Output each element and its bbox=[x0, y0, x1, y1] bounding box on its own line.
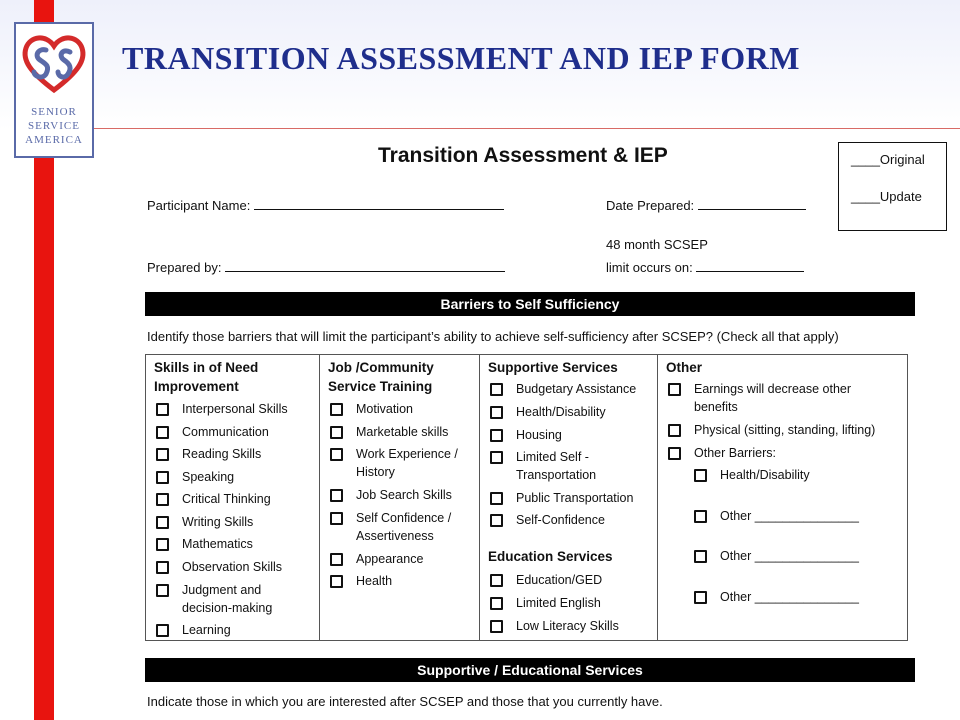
education-services-heading: Education Services bbox=[488, 549, 613, 564]
checkbox-public-transportation[interactable] bbox=[490, 489, 633, 507]
checkbox-marketable-skills[interactable] bbox=[330, 423, 448, 441]
checkbox-label: Critical Thinking bbox=[182, 492, 271, 506]
checkbox-icon[interactable] bbox=[156, 538, 169, 551]
status-original: ____Original bbox=[851, 152, 925, 167]
checkbox-label: Low Literacy Skills bbox=[516, 619, 619, 633]
checkbox-icon[interactable] bbox=[156, 493, 169, 506]
checkbox-icon[interactable] bbox=[490, 406, 503, 419]
checkbox-label: Other _______________ bbox=[720, 590, 860, 604]
checkbox-label: Public Transportation bbox=[516, 491, 634, 505]
checkbox-icon[interactable] bbox=[156, 561, 169, 574]
column-job-community-service bbox=[320, 355, 480, 640]
date-prepared-field[interactable] bbox=[606, 197, 806, 213]
checkbox-mathematics[interactable] bbox=[156, 535, 253, 553]
checkbox-icon[interactable] bbox=[694, 469, 707, 482]
checkbox-icon[interactable] bbox=[330, 448, 343, 461]
checkbox-icon[interactable] bbox=[490, 383, 503, 396]
barriers-instruction: Identify those barriers that will limit the participant’s ability to achieve self-sufficiency after SCSEP? (Check all that apply) bbox=[147, 329, 839, 344]
col1-heading-line-2: Improvement bbox=[154, 379, 239, 394]
checkbox-label: Marketable skills bbox=[356, 425, 449, 439]
checkbox-icon[interactable] bbox=[490, 597, 503, 610]
column-skills-in-need bbox=[146, 355, 320, 640]
participant-name-field[interactable] bbox=[147, 197, 504, 213]
checkbox-earnings-decrease[interactable] bbox=[668, 380, 851, 416]
checkbox-other-1[interactable] bbox=[694, 507, 859, 525]
checkbox-reading-skills[interactable] bbox=[156, 445, 261, 463]
limit-date-blank[interactable] bbox=[696, 259, 804, 272]
checkbox-interpersonal-skills[interactable] bbox=[156, 400, 288, 418]
logo-heart-icon bbox=[16, 24, 92, 100]
checkbox-label: Self Confidence / bbox=[356, 511, 452, 525]
date-prepared-blank[interactable] bbox=[698, 197, 806, 210]
checkbox-label: Other _______________ bbox=[720, 509, 860, 523]
limit-date-field[interactable] bbox=[606, 259, 804, 275]
checkbox-budgetary-assistance[interactable] bbox=[490, 380, 636, 398]
checkbox-label: Communication bbox=[182, 425, 269, 439]
checkbox-other-health-disability[interactable] bbox=[694, 466, 810, 484]
checkbox-label: Judgment and bbox=[182, 583, 262, 597]
checkbox-label: Writing Skills bbox=[182, 515, 254, 529]
col4-heading: Other bbox=[666, 360, 703, 375]
checkbox-icon[interactable] bbox=[668, 424, 681, 437]
checkbox-work-experience[interactable] bbox=[330, 445, 458, 481]
checkbox-icon[interactable] bbox=[156, 516, 169, 529]
checkbox-learning[interactable] bbox=[156, 621, 231, 639]
checkbox-label: Housing bbox=[516, 428, 562, 442]
prepared-by-label: Prepared by: bbox=[147, 260, 222, 275]
checkbox-label: Interpersonal Skills bbox=[182, 402, 288, 416]
barriers-section-header: Barriers to Self Sufficiency bbox=[145, 292, 915, 316]
checkbox-label: Budgetary Assistance bbox=[516, 382, 637, 396]
checkbox-label: Job Search Skills bbox=[356, 488, 452, 502]
checkbox-icon[interactable] bbox=[694, 550, 707, 563]
checkbox-label: Work Experience / bbox=[356, 447, 458, 461]
status-update: ____Update bbox=[851, 189, 922, 204]
checkbox-housing[interactable] bbox=[490, 426, 562, 444]
checkbox-icon[interactable] bbox=[490, 514, 503, 527]
checkbox-writing-skills[interactable] bbox=[156, 513, 253, 531]
checkbox-label: Mathematics bbox=[182, 537, 253, 551]
checkbox-label-continued: Assertiveness bbox=[356, 529, 434, 543]
checkbox-icon[interactable] bbox=[668, 383, 681, 396]
date-prepared-label: Date Prepared: bbox=[606, 198, 695, 213]
checkbox-icon[interactable] bbox=[156, 426, 169, 439]
checkbox-label-continued: benefits bbox=[694, 400, 738, 414]
checkbox-icon[interactable] bbox=[490, 574, 503, 587]
column-supportive-services bbox=[480, 355, 658, 640]
header-divider bbox=[54, 128, 960, 129]
checkbox-icon[interactable] bbox=[156, 403, 169, 416]
checkbox-appearance[interactable] bbox=[330, 550, 423, 568]
checkbox-label: Health bbox=[356, 574, 393, 588]
checkbox-health[interactable] bbox=[330, 572, 392, 590]
checkbox-icon[interactable] bbox=[330, 426, 343, 439]
checkbox-label: Limited Self - bbox=[516, 450, 589, 464]
logo-word-service: SERVICE bbox=[28, 120, 80, 132]
checkbox-label-continued: decision-making bbox=[182, 601, 273, 615]
checkbox-judgment[interactable] bbox=[156, 581, 272, 617]
prepared-by-field[interactable] bbox=[147, 259, 505, 275]
checkbox-motivation[interactable] bbox=[330, 400, 413, 418]
logo-word-senior: SENIOR bbox=[31, 106, 77, 118]
checkbox-icon[interactable] bbox=[330, 489, 343, 502]
checkbox-label: Other _______________ bbox=[720, 549, 860, 563]
checkbox-icon[interactable] bbox=[490, 620, 503, 633]
checkbox-label: Self-Confidence bbox=[516, 513, 605, 527]
checkbox-job-search-skills[interactable] bbox=[330, 486, 452, 504]
checkbox-label-continued: History bbox=[356, 465, 395, 479]
checkbox-other-3[interactable] bbox=[694, 588, 859, 606]
limit-label-line-1: 48 month SCSEP bbox=[606, 237, 708, 252]
checkbox-label: Learning bbox=[182, 623, 231, 637]
checkbox-icon[interactable] bbox=[156, 624, 169, 637]
checkbox-label: Health/Disability bbox=[516, 405, 606, 419]
checkbox-health-disability[interactable] bbox=[490, 403, 606, 421]
checkbox-label: Earnings will decrease other bbox=[694, 382, 852, 396]
checkbox-label: Education/GED bbox=[516, 573, 603, 587]
checkbox-icon[interactable] bbox=[330, 512, 343, 525]
form-title: Transition Assessment & IEP bbox=[378, 144, 668, 167]
checkbox-communication[interactable] bbox=[156, 423, 269, 441]
checkbox-label: Other Barriers: bbox=[694, 446, 776, 460]
barriers-checklist-table bbox=[145, 354, 908, 641]
checkbox-education-ged[interactable] bbox=[490, 571, 602, 589]
checkbox-label-continued: Transportation bbox=[516, 468, 597, 482]
checkbox-label: Observation Skills bbox=[182, 560, 283, 574]
checkbox-icon[interactable] bbox=[330, 553, 343, 566]
slide-title: TRANSITION ASSESSMENT AND IEP FORM bbox=[122, 40, 800, 76]
checkbox-label: Speaking bbox=[182, 470, 235, 484]
col2-heading-line-1: Job /Community bbox=[328, 360, 434, 375]
services-instruction: Indicate those in which you are interested after SCSEP and those that you currently have. bbox=[147, 694, 663, 709]
senior-service-america-logo bbox=[14, 22, 94, 158]
checkbox-speaking[interactable] bbox=[156, 468, 234, 486]
checkbox-other-barriers[interactable] bbox=[668, 444, 776, 462]
checkbox-other-2[interactable] bbox=[694, 547, 859, 565]
checkbox-icon[interactable] bbox=[490, 429, 503, 442]
checkbox-icon[interactable] bbox=[156, 448, 169, 461]
checkbox-icon[interactable] bbox=[694, 510, 707, 523]
checkbox-icon[interactable] bbox=[156, 471, 169, 484]
checkbox-label: Limited English bbox=[516, 596, 601, 610]
checkbox-label: Physical (sitting, standing, lifting) bbox=[694, 423, 876, 437]
checkbox-label: Reading Skills bbox=[182, 447, 262, 461]
participant-name-blank[interactable] bbox=[254, 197, 504, 210]
checkbox-icon[interactable] bbox=[490, 451, 503, 464]
checkbox-low-literacy-skills[interactable] bbox=[490, 617, 619, 635]
checkbox-label: Health/Disability bbox=[720, 468, 810, 482]
col2-heading-line-2: Service Training bbox=[328, 379, 433, 394]
col1-heading-line-1: Skills in of Need bbox=[154, 360, 259, 375]
checkbox-icon[interactable] bbox=[156, 584, 169, 597]
checkbox-observation-skills[interactable] bbox=[156, 558, 282, 576]
checkbox-physical[interactable] bbox=[668, 421, 875, 439]
limit-label-line-2: limit occurs on: bbox=[606, 260, 693, 275]
col3-heading: Supportive Services bbox=[488, 360, 618, 375]
checkbox-limited-english[interactable] bbox=[490, 594, 601, 612]
checkbox-icon[interactable] bbox=[330, 403, 343, 416]
form-status-box bbox=[838, 142, 947, 231]
prepared-by-blank[interactable] bbox=[225, 259, 505, 272]
checkbox-icon[interactable] bbox=[330, 575, 343, 588]
checkbox-limited-self-transportation[interactable] bbox=[490, 448, 596, 484]
checkbox-label: Appearance bbox=[356, 552, 424, 566]
services-section-header: Supportive / Educational Services bbox=[145, 658, 915, 682]
checkbox-critical-thinking[interactable] bbox=[156, 490, 271, 508]
logo-word-america: AMERICA bbox=[25, 134, 83, 146]
column-other bbox=[658, 355, 907, 640]
checkbox-label: Motivation bbox=[356, 402, 413, 416]
checkbox-icon[interactable] bbox=[490, 492, 503, 505]
checkbox-icon[interactable] bbox=[668, 447, 681, 460]
checkbox-self-confidence[interactable] bbox=[490, 511, 605, 529]
checkbox-self-confidence-assertiveness[interactable] bbox=[330, 509, 451, 545]
participant-name-label: Participant Name: bbox=[147, 198, 251, 213]
checkbox-icon[interactable] bbox=[694, 591, 707, 604]
